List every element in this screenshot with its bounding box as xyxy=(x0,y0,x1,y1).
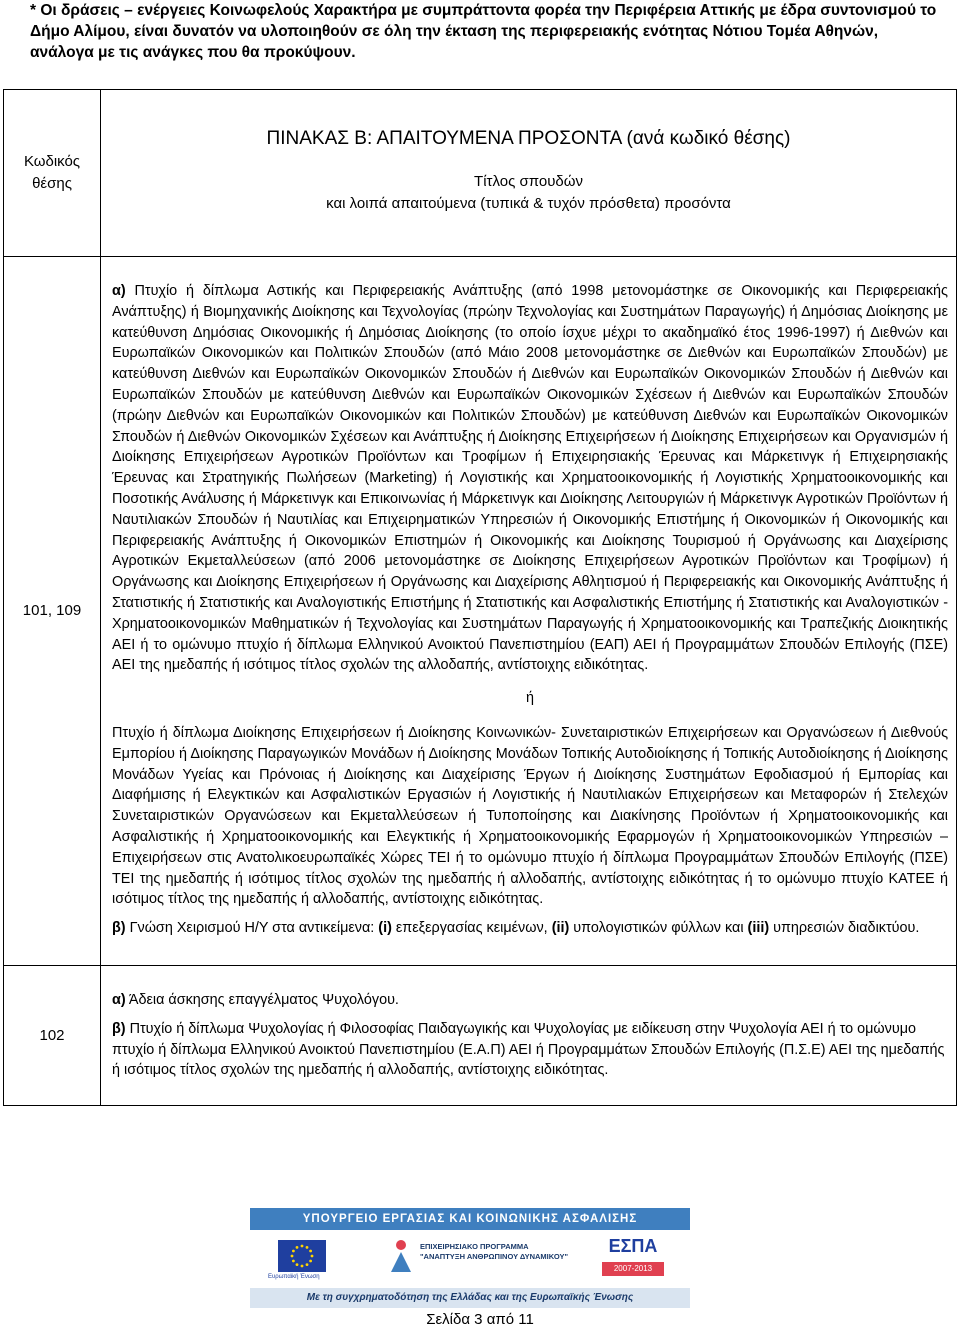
requirement-label: β) xyxy=(112,920,126,937)
requirement-text: Γνώση Χειρισμού Η/Υ στα αντικείμενα: xyxy=(125,920,379,937)
ministry-title: ΥΠΟΥΡΓΕΙΟ ΕΡΓΑΣΙΑΣ ΚΑΙ ΚΟΙΝΩΝΙΚΗΣ ΑΣΦΑΛΙΣΗΣ xyxy=(250,1208,690,1230)
requirements-cell xyxy=(101,965,957,1105)
requirement-a xyxy=(112,990,948,1011)
requirement-b xyxy=(112,1019,948,1081)
eu-caption: Ευρωπαϊκή Ένωση xyxy=(268,1274,320,1280)
table-row xyxy=(4,257,957,966)
requirements-cell xyxy=(101,257,957,966)
item-marker: (ii) xyxy=(551,920,570,937)
requirement-text: επεξεργασίας κειμένων, xyxy=(391,920,552,937)
eu-flag-icon xyxy=(278,1240,326,1272)
espa-text: ΕΣΠΑ xyxy=(608,1236,658,1256)
program-logo-icon xyxy=(388,1238,414,1274)
or-separator: ή xyxy=(525,690,534,707)
requirement-label: β) xyxy=(112,1020,126,1037)
logos-strip xyxy=(250,1230,690,1288)
page-number: Σελίδα 3 από 11 xyxy=(426,1311,534,1328)
notice-text: * Οι δράσεις – ενέργειες Κοινωφελούς Χαρακτήρα με συμπράττοντα φορέα την Περιφέρεια Αττικής με έδρα συντονισμού το Δήμο Αλίμου, είναι δυνατόν να υλοποιηθούν σε όλη την έκταση της περιφερειακής ενότητας Νότιου Τομέα Αθηνών, ανάλογα με τις ανάγκες που θα προκύψουν. xyxy=(30,2,937,61)
position-code: 102 xyxy=(4,965,101,1105)
requirements-table xyxy=(3,89,957,1106)
column-header-code: Κωδικός θέσης xyxy=(4,90,101,257)
column-header-title xyxy=(101,90,957,257)
table-title: ΠΙΝΑΚΑΣ Β: ΑΠΑΙΤΟΥΜΕΝΑ ΠΡΟΣΟΝΤΑ (ανά κωδικό θέσης) xyxy=(266,128,791,149)
item-marker: (i) xyxy=(378,920,392,937)
requirement-a-alt: Πτυχίο ή δίπλωμα Διοίκησης Επιχειρήσεων ή Διοίκησης Κοινωνικών- Συνεταιριστικών Επιχειρήσεων και Οργανώσεων ή Διεθνούς Εμπορίου ή Διοίκησης Παραγωγικών Μονάδων ή Διοίκησης Μονάδων Τοπικής Αυτοδιοίκησης ή Τοπικής Αυτοδιοίκησης ή Διοίκησης Μονάδων Υγείας και Πρόνοιας ή Διοίκησης και Διαχείρισης Έργων ή Διοίκησης Συστημάτων Εφοδιασμού ή Εμπορίας και Διαφήμισης ή Ελεγκτικών και Ασφαλιστικών Εργασιών ή Λογιστικής ή Ναυτιλιακών Επιχειρήσεων και Μεταφορών ή Στελεχών Συνεταιριστικών Οργανώσεων και Εκμεταλλεύσεων ή Τυποποίησης και Διακίνησης Προϊόντων ή Χρηματοοικονομικής και Ασφαλιστικής ή Χρηματοοικονομικής και Ελεγκτικής ή Χρηματοοικονομικής Εφαρμογών ή Χρηματοοικονομικών Υπηρεσιών – Επιχειρήσεων στις Ανατολικοευρωπαϊκές Χώρες ΤΕΙ ή το ομώνυμο πτυχίο ή δίπλωμα Προγραμμάτων Σπουδών Επιλογής (ΠΣΕ) ΤΕΙ της ημεδαπής ή ισότιμος τίτλος σχολών της ημεδαπής ή αλλοδαπής, αντίστοιχης ειδικότητας ή το ομώνυμο πτυχίο ΚΑΤΕΕ ή ισότιμος τίτλος της ημεδαπής ή αλλοδαπής, αντίστοιχης ειδικότητας. xyxy=(112,724,948,908)
funding-banner xyxy=(250,1208,690,1308)
column-header-title-line2: και λοιπά απαιτούμενα (τυπικά & τυχόν πρόσθετα) προσόντα xyxy=(326,195,731,212)
espa-years: 2007-2013 xyxy=(602,1262,664,1276)
espa-logo xyxy=(602,1236,664,1280)
cofunding-line: Με τη συγχρηματοδότηση της Ελλάδας και της Ευρωπαϊκής Ένωσης xyxy=(250,1288,690,1308)
requirement-text: Πτυχίο ή δίπλωμα Αστικής και Περιφερειακής Ανάπτυξης (από 1998 μετονομάστηκε σε Οικονομικής και Περιφερειακής Ανάπτυξης) ή Βιομηχανικής Διοίκησης και Τεχνολογίας (πρώην Τεχνολογίας και Συστημάτων Παραγωγής) ή Δημόσιας Διοίκησης με κατεύθυνση Δημόσιας Οικονομικής ή Δημόσιας Διοίκησης (το οποίο ίσχυε μέχρι το ακαδημαϊκό έτος 1996-1997) ή Διεθνών και Ευρωπαϊκών Οικονομικών και Πολιτικών Σπουδών (από Μάιο 2008 μετονομάστηκε σε Διεθνών και Ευρωπαϊκών Σπουδών) με κατεύθυνση Διεθνών και Ευρωπαϊκών Οικονομικών Σπουδών ή Διεθνών και Ευρωπαϊκών Οικονομικών Σπουδών ή Διεθνών και Ευρωπαϊκών Σπουδών με κατεύθυνση Διεθνών και Ευρωπαϊκών Οικονομικών Σχέσεων ή Διεθνών και Ευρωπαϊκών Σπουδών (πρώην Διεθνών και Ευρωπαϊκών Οικονομικών και Πολιτικών Σπουδών) με κατεύθυνση Διεθνών και Ευρωπαϊκών Οικονομικών Σπουδών ή Διεθνών Οικονομικών Σχέσεων και Ανάπτυξης ή Διοίκησης Επιχειρήσεων ή Διοίκησης Επιχειρήσεων και Οργανισμών ή Διοίκησης Επιχειρήσεων Αγροτικών Προϊόντων και Τροφίμων ή Επιχειρησιακής Έρευνας και Μάρκετινγκ ή Επιχειρησιακής Έρευνας και Στρατηγικής Πωλήσεων (Marketing) ή Λογιστικής και Χρηματοοικονομικής ή Λογιστικής Χρηματοοικονομικής και Ποσοτικής Ανάλυσης ή Μάρκετινγκ και Επικοινωνίας ή Μάρκετινγκ και Διοίκησης Λειτουργιών ή Μάρκετινγκ Αγροτικών Προϊόντων ή Ναυτιλιακών Σπουδών ή Ναυτιλίας και Επιχειρηματικών Υπηρεσιών ή Οικονομικής Επιστήμης ή Οικονομικών ή Οικονομικής και Περιφερειακής Ανάπτυξης ή Οικονομικών Επιστημών ή Οικονομικής και Διοίκησης Τουρισμού ή Οργάνωσης και Διαχείρισης Αγροτικών Εκμεταλλεύσεων (από 2006 μετονομάστηκε σε Διοίκησης Επιχειρήσεων Αγροτικών Προϊόντων και Τροφίμων) ή Οργάνωσης και Διοίκησης Επιχειρήσεων ή Οργάνωσης και Διαχείρισης Αθλητισμού ή Περιφερειακής και Οικονομικής Ανάπτυξης ή Στατιστικής ή Στατιστικής και Αναλογιστικής Επιστήμης ή Στατιστικής και Ασφαλιστικής Επιστήμης ή Στατιστικής και Αναλογιστικών - Χρηματοοικονομικών Μαθηματικών ή Τεχνολογίας και Συστημάτων Παραγωγής ή Χρηματοοικονομικής και Τραπεζικής Διοικητικής ΑΕΙ ή το ομώνυμο πτυχίο ή δίπλωμα Ελληνικού Ανοικτού Πανεπιστημίου (ΕΑΠ) ΑΕΙ ή Προγραμμάτων Σπουδών Επιλογής (ΠΣΕ) ΑΕΙ της ημεδαπής ή ισότιμος τίτλος σχολών της αλλοδαπής, αντίστοιχης ειδικότητας. xyxy=(112,283,948,674)
table-row xyxy=(4,965,957,1105)
requirement-b xyxy=(112,918,948,939)
requirement-text: υπηρεσιών διαδικτύου. xyxy=(769,920,920,937)
column-header-title-line1: Τίτλος σπουδών xyxy=(474,173,583,190)
program-name-line1: ΕΠΙΧΕΙΡΗΣΙΑΚΟ ΠΡΟΓΡΑΜΜΑ xyxy=(420,1242,529,1251)
program-name-line2: "ΑΝΑΠΤΥΞΗ ΑΝΘΡΩΠΙΝΟΥ ΔΥΝΑΜΙΚΟΥ" xyxy=(420,1252,569,1261)
requirement-text: Άδεια άσκησης επαγγέλματος Ψυχολόγου. xyxy=(125,991,399,1008)
table-header-row xyxy=(4,90,957,257)
program-name xyxy=(420,1242,568,1262)
requirement-text: υπολογιστικών φύλλων και xyxy=(569,920,748,937)
requirement-label: α) xyxy=(112,991,126,1008)
requirement-a xyxy=(112,281,948,676)
item-marker: (iii) xyxy=(747,920,770,937)
requirement-label: α) xyxy=(112,283,126,299)
requirement-text: Πτυχίο ή δίπλωμα Ψυχολογίας ή Φιλοσοφίας Παιδαγωγικής και Ψυχολογίας με ειδίκευση στην Ψυχολογία ΑΕΙ ή το ομώνυμο πτυχίο ή δίπλωμα Ελληνικού Ανοικτού Πανεπιστημίου (Ε.Α.Π) ΑΕΙ ή Προγραμμάτων Σπουδών Επιλογής (Π.Σ.Ε) ΑΕΙ της ημεδαπής ή ισότιμος τίτλος σχολών της ημεδαπής ή αλλοδαπής, αντίστοιχης ειδικότητας. xyxy=(112,1020,945,1079)
position-code: 101, 109 xyxy=(4,257,101,966)
